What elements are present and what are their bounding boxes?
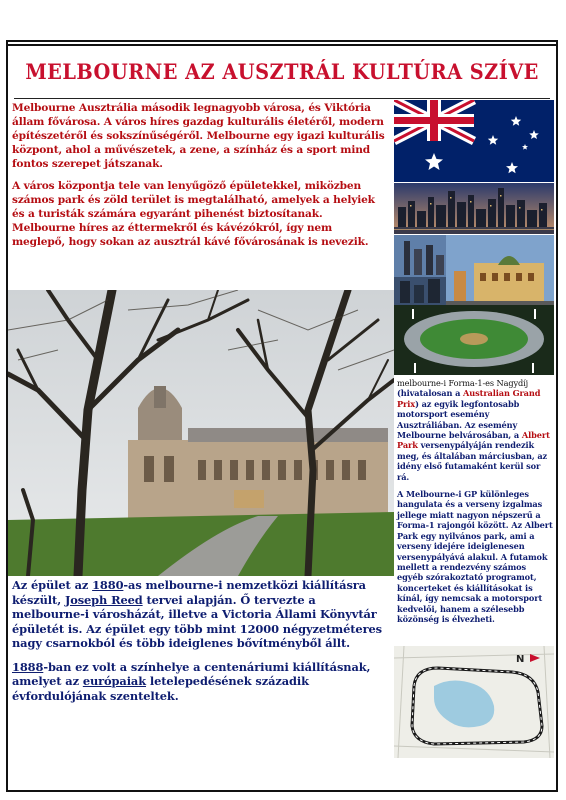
joseph-reed-link[interactable]: Joseph Reed	[64, 592, 143, 607]
building-paragraph-1	[12, 578, 388, 651]
melbourne-skyline-image	[394, 183, 554, 234]
grand-prix-lead: melbourne-i Forma-1-es Nagydíj	[397, 378, 529, 388]
grand-prix-paragraph-2: A Melbourne-i GP különleges hangulata és a verseny izgalmas jellege miatt nagyon népszerű a Forma-1 rajongói között. Az Albert Park egy nyilvános park, ami a verseny idejére ideiglenesen versenypályává alakul. A futamok mellett a rendezvény számos egyéb szórakoztató programot, koncerteket és kiállításokat is kínál, így nemcsak a motorsport kedvelői, hanem a szélesebb közönség is élvezheti.	[397, 489, 553, 624]
intro-paragraph-1: Melbourne Ausztrália második legnagyobb városa, és Viktória állam fővárosa. A város híres gazdag kulturális életéről, modern építészetéről és sokszínűségéről. Melbourne egy igazi kulturális központ, ahol a művészetek, a zene, a színház és a sport mind fontos szerepet játszanak.	[12, 102, 385, 170]
albert-park-link[interactable]: Albert Park	[397, 430, 550, 451]
grand-prix-text	[397, 378, 553, 631]
building-text	[12, 578, 388, 712]
albert-park-circuit-map	[394, 646, 554, 758]
grand-prix-paragraph-1	[397, 378, 553, 482]
text-fragment: (hivatalosan a	[397, 388, 464, 399]
text-fragment: -ban ez volt a színhelye a centenáriumi kiállításnak, amelyet az	[12, 659, 371, 688]
intro-paragraph-2: A város központja tele van lenyűgöző épületekkel, miközben számos park és zöld terület is megtalálható, amelyek a helyiek és a turisták számára egyaránt pihenést biztosítanak. Melbourne híres az éttermekről és kávézókról, így nem meglepő, hogy sokan az ausztrál kávé fővárosának is nevezik.	[12, 180, 375, 248]
year-1880-link[interactable]: 1880	[92, 578, 124, 592]
australian-grand-prix-link[interactable]: Australian Grand Prix	[397, 388, 541, 409]
building-paragraph-2	[12, 660, 388, 704]
text-fragment: versenypályáján rendezik meg, és általában márciusban, az idény első futamaként kerül sor rá.	[397, 440, 548, 482]
text-fragment: letelepedésének századik évfordulójának szenteltek.	[12, 674, 309, 703]
exhibition-building-photo	[8, 290, 394, 576]
north-label: N	[516, 654, 525, 665]
text-fragment: -as melbourne-i nemzetközi kiállításra készült,	[12, 578, 366, 607]
text-fragment: tervei alapján. Ő tervezte a melbourne-i városházát, illetve a Victoria Állami Könyvtár épületét is. Az épület egy több mint 12000 négyzetméteres nagy csarnokból és több ideiglenes bővítményből állt.	[12, 592, 382, 650]
text-fragment: Az épület az	[12, 578, 93, 592]
europaiak-link[interactable]: európaiak	[82, 674, 147, 688]
title-divider	[14, 98, 550, 99]
intro-text	[12, 101, 386, 257]
year-1888-link[interactable]: 1888	[12, 659, 44, 674]
australian-flag-image	[394, 100, 554, 182]
text-fragment: ) az egyik legfontosabb motorsport esemény Ausztráliában. Az esemény Melbourne belvárosában, a	[397, 398, 522, 441]
page-title: MELBOURNE AZ AUSZTRÁL KULTÚRA SZÍVE	[25, 58, 539, 84]
melbourne-collage-image	[394, 235, 554, 375]
